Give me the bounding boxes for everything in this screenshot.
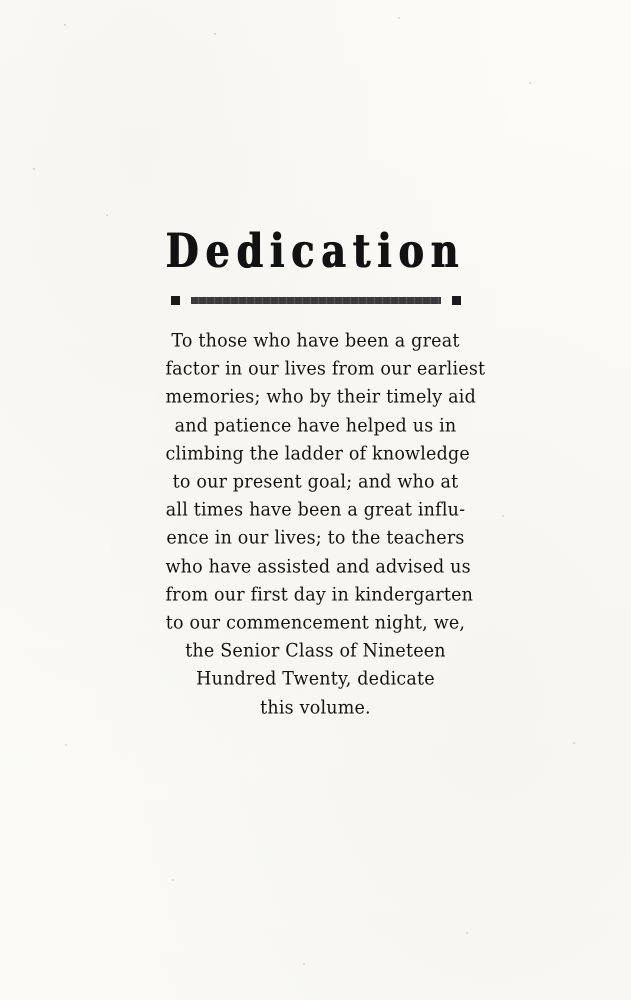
dedication-line: memories; who by their timely aid — [165, 386, 476, 409]
rule-cap-right — [452, 296, 461, 305]
dedication-line: To those who have been a great — [171, 330, 460, 352]
decorative-rule — [171, 296, 461, 305]
page-title — [0, 223, 631, 279]
dedication-line: to our present goal; and who at — [172, 471, 459, 493]
dedication-line: and patience have helped us in — [174, 415, 457, 437]
dedication-closing-line: the Senior Class of Nineteen — [185, 640, 446, 662]
paper-speck — [573, 742, 575, 744]
dedication-line: climbing the ladder of knowledge — [165, 443, 470, 465]
dedication-line: factor in our lives from our earliest — [165, 358, 486, 380]
dedication-line: all times have been a great influ- — [165, 499, 466, 521]
rule-bar — [191, 297, 441, 304]
paper-speck — [466, 932, 468, 934]
page-title-text: Dedication — [165, 223, 466, 279]
dedication-line: ence in our lives; to the teachers — [166, 527, 465, 550]
dedication-body — [165, 327, 486, 637]
paper-speck — [303, 963, 305, 965]
dedication-closing — [166, 637, 466, 722]
dedication-line: from our first day in kindergarten — [165, 584, 474, 606]
paper-speck — [172, 879, 174, 881]
rule-cap-left — [171, 296, 180, 305]
dedication-closing-line: Hundred Twenty, dedicate — [196, 668, 435, 691]
dedication-line: who have assisted and advised us — [165, 556, 471, 578]
dedication-line: to our commencement night, we, — [165, 612, 466, 634]
paper-speck — [65, 744, 67, 746]
dedication-closing-line: this volume. — [260, 697, 371, 719]
